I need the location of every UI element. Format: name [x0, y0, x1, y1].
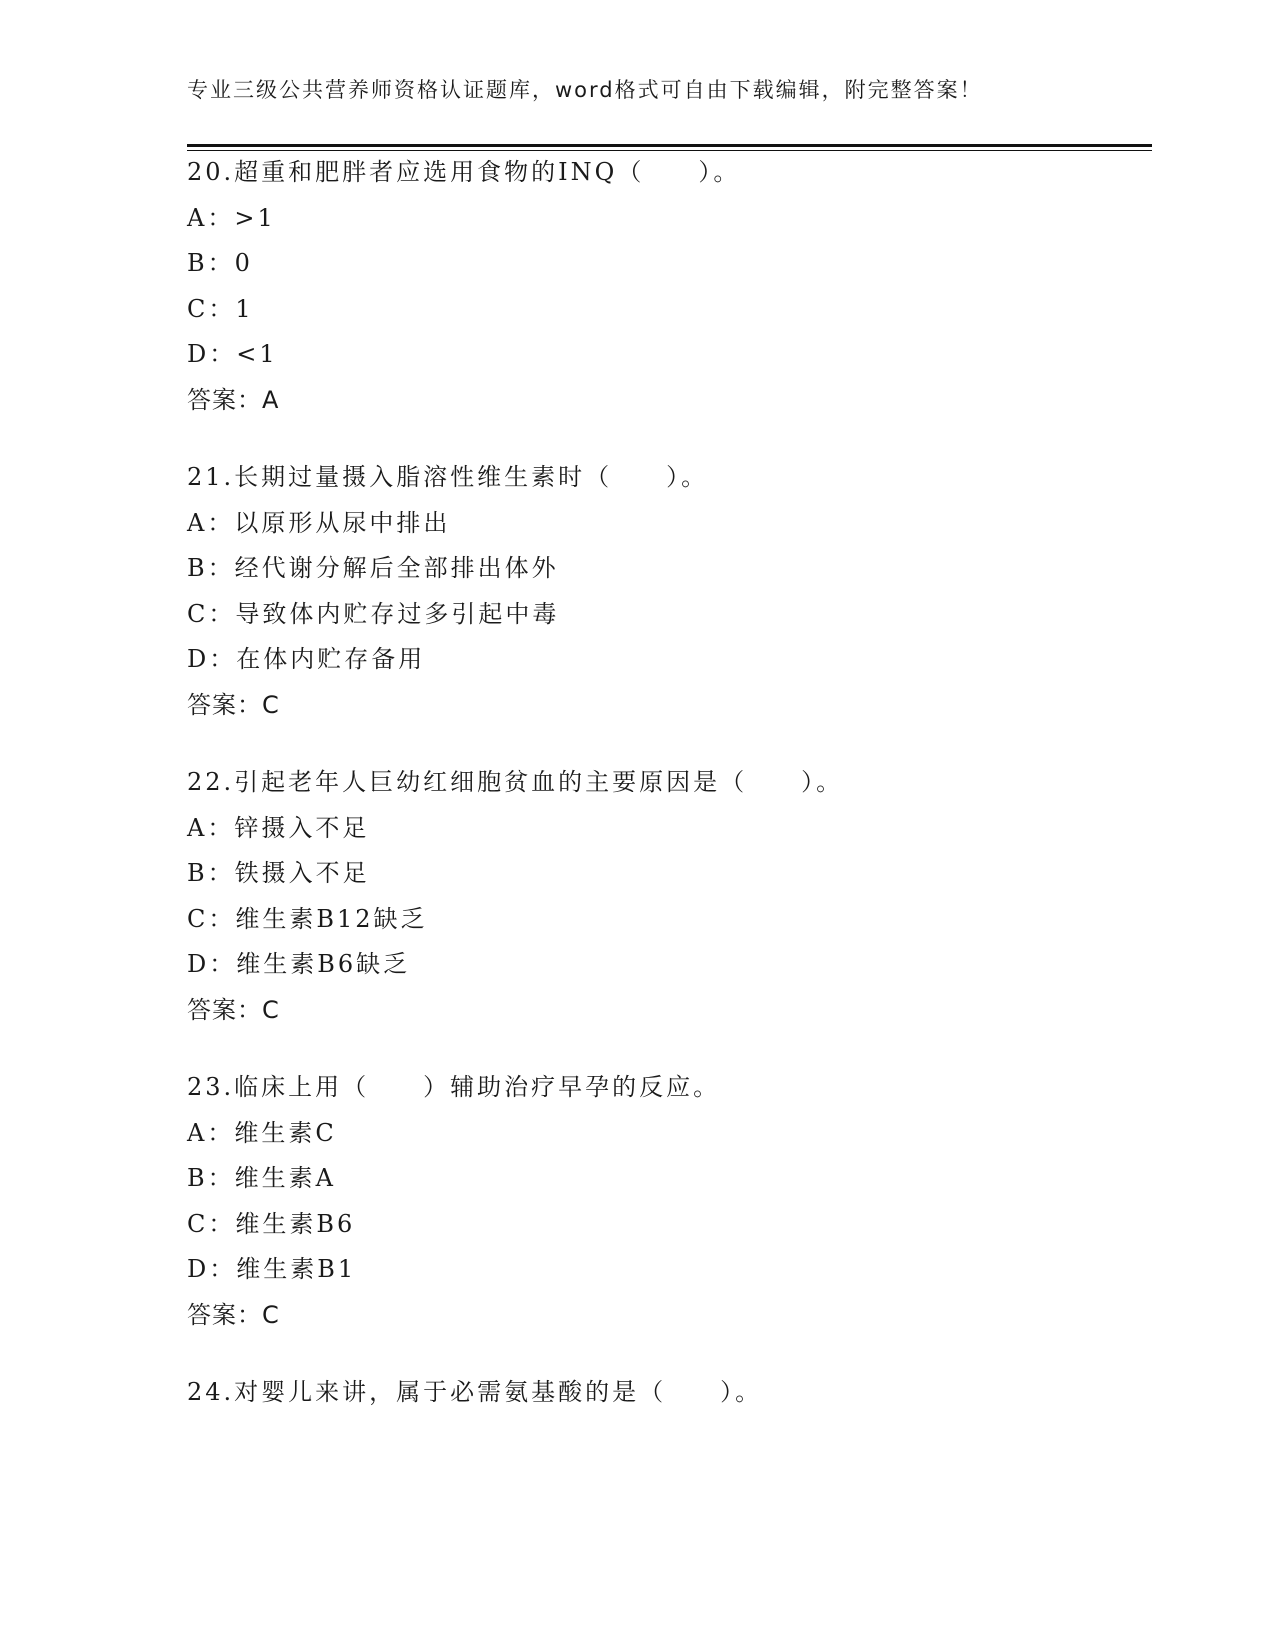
- option-d: D：在体内贮存备用: [187, 645, 426, 673]
- question-stem: 23.临床上用（ ）辅助治疗早孕的反应。: [187, 1073, 721, 1101]
- option-a: A：>1: [187, 203, 276, 232]
- answer-line: 答案：C: [187, 995, 280, 1024]
- option-a: A：锌摄入不足: [187, 813, 370, 842]
- answer-line: 答案：C: [187, 1300, 280, 1329]
- question-stem: 21.长期过量摄入脂溶性维生素时（ ）。: [187, 463, 709, 491]
- answer-line: 答案：C: [187, 690, 280, 719]
- question-stem: 20.超重和肥胖者应选用食物的INQ（ ）。: [187, 158, 741, 186]
- option-b: B：维生素A: [187, 1164, 336, 1192]
- header-rule-thick: [187, 144, 1152, 147]
- option-a: A：维生素C: [187, 1118, 337, 1147]
- option-b: B：0: [187, 249, 253, 277]
- question-20: [187, 150, 740, 423]
- option-b: B：铁摄入不足: [187, 859, 370, 887]
- page-header: 专业三级公共营养师资格认证题库，word格式可自由下载编辑，附完整答案！: [187, 78, 983, 102]
- answer-line: 答案：A: [187, 385, 280, 414]
- option-d: D：维生素B6缺乏: [187, 950, 411, 978]
- question-23: [187, 1065, 720, 1338]
- question-stem: 24.对婴儿来讲，属于必需氨基酸的是（ ）。: [187, 1378, 763, 1406]
- option-c: C：导致体内贮存过多引起中毒: [187, 599, 560, 628]
- option-c: C：维生素B6: [187, 1209, 356, 1238]
- question-22: [187, 760, 843, 1033]
- option-a: A：以原形从尿中排出: [187, 508, 451, 537]
- question-21: [187, 455, 708, 728]
- option-d: D：维生素B1: [187, 1255, 357, 1283]
- option-c: C：维生素B12缺乏: [187, 904, 428, 933]
- question-24: [187, 1370, 762, 1416]
- question-stem: 22.引起老年人巨幼红细胞贫血的主要原因是（ ）。: [187, 768, 844, 796]
- option-c: C：1: [187, 294, 254, 323]
- option-b: B：经代谢分解后全部排出体外: [187, 554, 559, 582]
- option-d: D：<1: [187, 340, 278, 368]
